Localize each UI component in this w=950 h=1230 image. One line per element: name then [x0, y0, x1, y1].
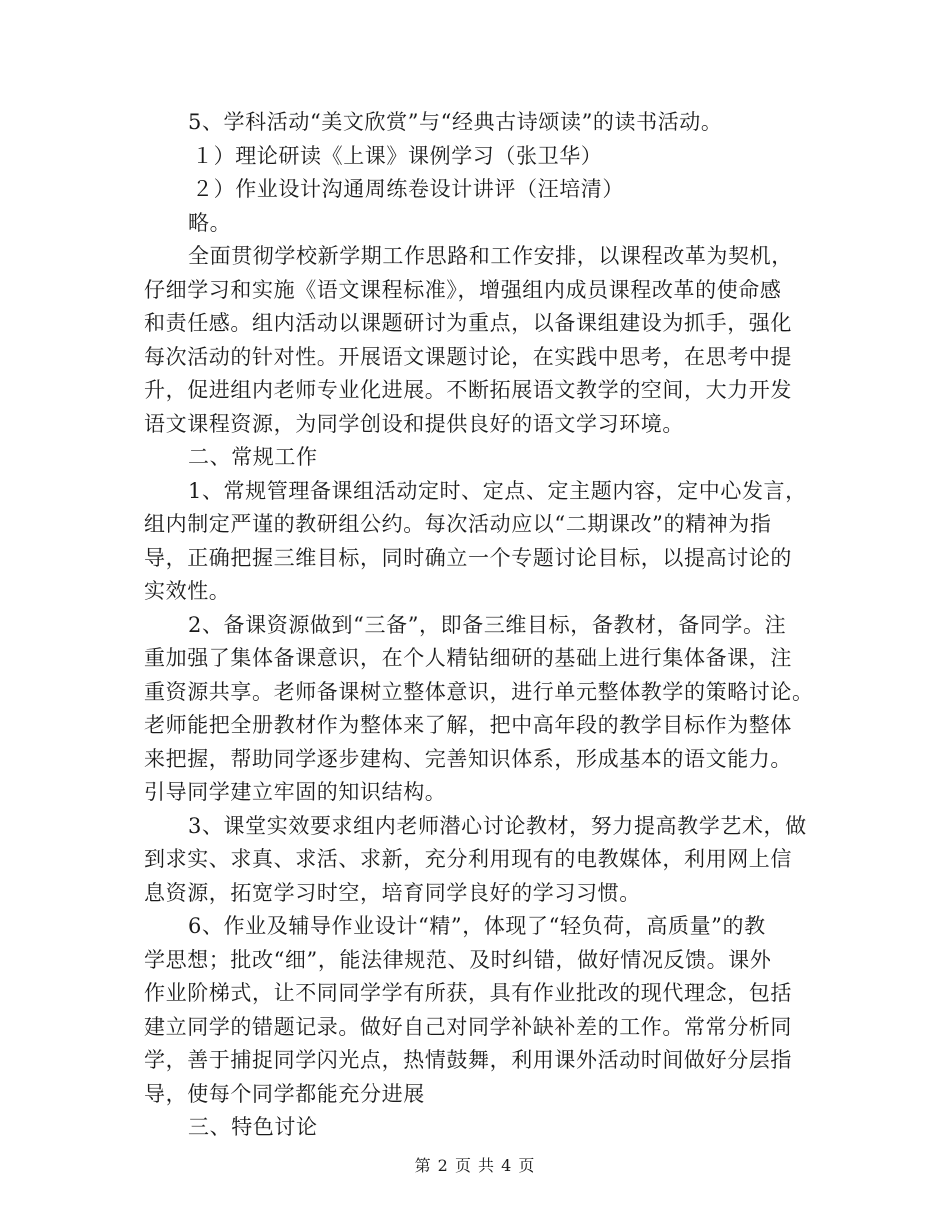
- text-line: 三、特色讨论: [188, 1115, 318, 1139]
- text-line: 语文课程资源，为同学创设和提供良好的语文学习环境。: [144, 411, 684, 436]
- text-line: 略。: [188, 210, 232, 235]
- text-line: 导，使每个同学都能充分进展: [144, 1081, 425, 1106]
- text-line: 仔细学习和实施《语文课程标准》，增强组内成员课程改革的使命感: [144, 277, 782, 302]
- text-line: 1、常规管理备课组活动定时、定点、定主题内容，定中心发言，: [188, 478, 807, 503]
- text-line: 2、备课资源做到“三备”，即备三维目标，备教材，备同学。注: [188, 612, 787, 637]
- text-line: 到求实、求真、求活、求新，充分利用现有的电教媒体，利用网上信: [144, 847, 792, 871]
- text-line: 二、常规工作: [188, 445, 318, 469]
- text-line: 和责任感。组内活动以课题研讨为重点，以备课组建设为抓手，强化: [144, 311, 792, 335]
- text-line: ２）作业设计沟通周练卷设计讲评（汪培清）: [192, 177, 624, 201]
- page-footer: 第 2 页 共 4 页: [414, 1156, 536, 1175]
- text-line: 全面贯彻学校新学期工作思路和工作安排，以课程改革为契机，: [188, 244, 793, 268]
- text-line: 来把握，帮助同学逐步建构、完善知识体系，形成基本的语文能力。: [144, 746, 792, 771]
- document-body: [144, 106, 814, 1145]
- text-line: 学思想；批改“细”，能法律规范、及时纠错，做好情况反馈。课外: [144, 947, 772, 972]
- text-line: 6、作业及辅导作业设计“精”，体现了“轻负荷，高质量”的教: [188, 914, 766, 938]
- text-line: 组内制定严谨的教研组公约。每次活动应以“二期课改”的精神为指: [144, 512, 772, 536]
- text-line: １）理论研读《上课》课例学习（张卫华）: [192, 143, 603, 168]
- text-line: 老师能把全册教材作为整体来了解，把中高年段的教学目标作为整体: [144, 713, 792, 737]
- text-line: 3、课堂实效要求组内老师潜心讨论教材，努力提高教学艺术，做: [188, 813, 807, 838]
- text-line: 息资源，拓宽学习时空，培育同学良好的学习习惯。: [144, 880, 641, 905]
- text-line: 重资源共享。老师备课树立整体意识，进行单元整体教学的策略讨论。: [144, 679, 814, 704]
- text-line: 引导同学建立牢固的知识结构。: [144, 780, 447, 804]
- text-line: 学，善于捕捉同学闪光点，热情鼓舞，利用课外活动时间做好分层指: [144, 1048, 792, 1072]
- text-line: 导，正确把握三维目标，同时确立一个专题讨论目标，以提高讨论的: [144, 545, 792, 570]
- text-line: 5、学科活动“美文欣赏”与“经典古诗颂读”的读书活动。: [188, 110, 723, 134]
- text-line: 每次活动的针对性。开展语文课题讨论，在实践中思考，在思考中提: [144, 344, 792, 369]
- text-line: 作业阶梯式，让不同同学学有所获，具有作业批改的现代理念，包括: [144, 981, 792, 1005]
- text-line: 实效性。: [144, 579, 231, 603]
- text-line: 升，促进组内老师专业化进展。不断拓展语文教学的空间，大力开发: [144, 378, 792, 402]
- text-line: 建立同学的错题记录。做好自己对同学补缺补差的工作。常常分析同: [144, 1014, 792, 1039]
- text-line: 重加强了集体备课意识，在个人精钻细研的基础上进行集体备课，注: [144, 646, 792, 670]
